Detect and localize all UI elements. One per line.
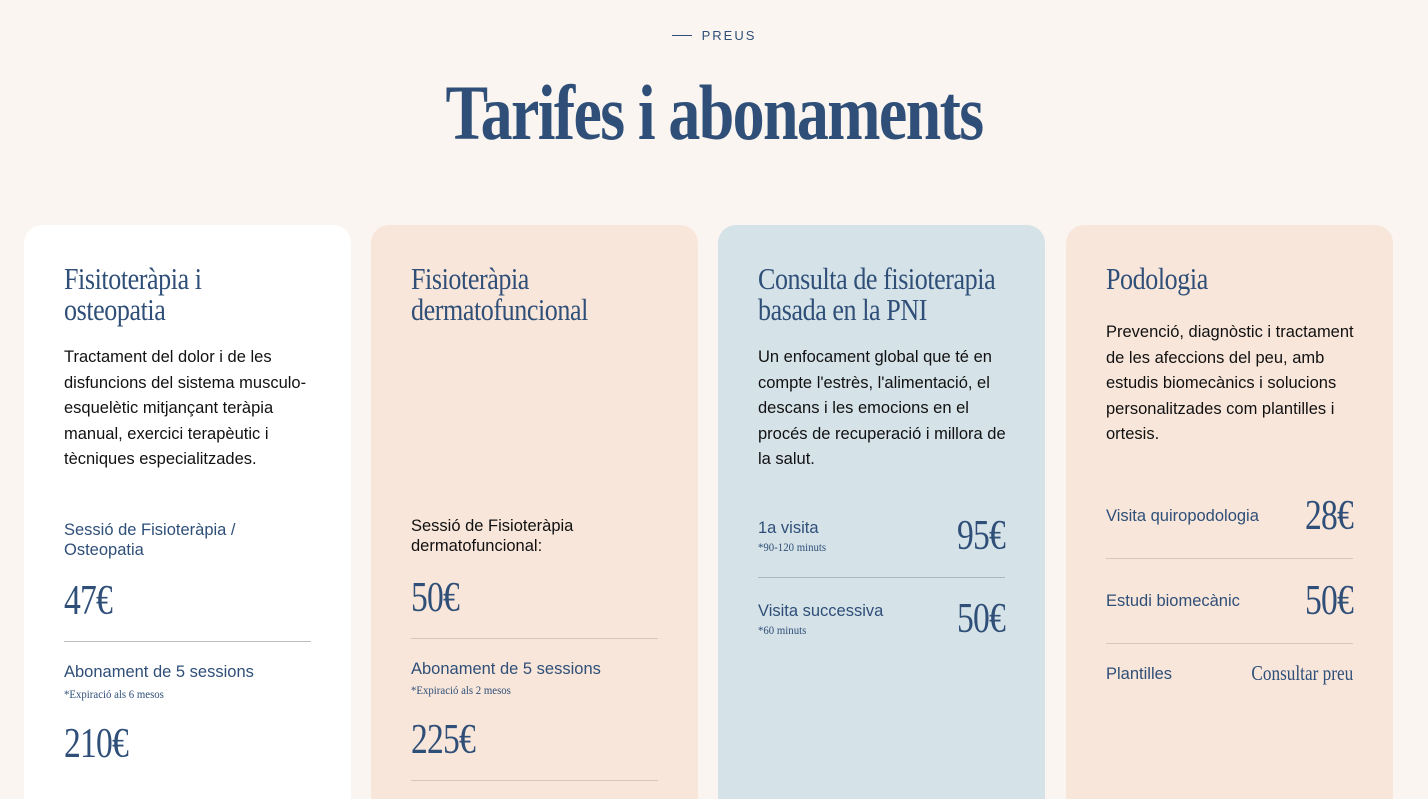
divider [758, 577, 1005, 578]
price-row [758, 515, 1005, 557]
service-price: Consultar preu [1251, 661, 1353, 685]
service-price: 50€ [957, 596, 1005, 642]
price-row [758, 598, 1005, 640]
card-title [411, 263, 663, 325]
divider [411, 780, 658, 781]
card-title [1106, 263, 1358, 294]
service-note: *Expiració als 6 mesos [64, 687, 164, 701]
pricing-card-podologia [1066, 225, 1393, 799]
service-label: Abonament de 5 sessions [411, 660, 601, 678]
pricing-card-dermatofuncional [371, 225, 698, 799]
card-title [758, 263, 1010, 325]
service-label: Sessió de Fisioteràpia dermatofuncional: [411, 517, 574, 555]
pricing-card-fisioterapia-osteopatia [24, 225, 351, 799]
card-description: Prevenció, diagnòstic i tractament de les afeccions del peu, amb estudis biomecànics i solucions personalitzades com plantilles i ortesis. [1106, 323, 1354, 443]
card-title-line: basada en la PNI [758, 292, 927, 327]
price-row [1106, 495, 1353, 537]
service-label: 1a visita [758, 518, 819, 537]
section-eyebrow [0, 28, 1428, 43]
card-title-line: Fisioteràpia [411, 261, 529, 296]
page-title: Tarifes i abonaments [445, 69, 983, 156]
service-label: Abonament de 5 sessions [64, 663, 254, 681]
card-title-line: osteopatia [64, 292, 166, 327]
service-price: 50€ [1305, 578, 1353, 624]
card-title-line: dermatofuncional [411, 292, 588, 327]
service-label: Plantilles [1106, 664, 1173, 683]
price-row [1106, 661, 1353, 686]
card-title-line: Podologia [1106, 261, 1208, 296]
divider [64, 641, 311, 642]
divider [1106, 643, 1353, 644]
service-note: *90-120 minuts [758, 539, 827, 554]
card-title-line: Fisitoteràpia i [64, 261, 202, 296]
service-price: 210€ [64, 721, 128, 767]
divider [1106, 558, 1353, 559]
service-price: 47€ [64, 578, 112, 624]
service-label: Visita successiva [758, 601, 884, 620]
service-note: *60 minuts [758, 622, 807, 637]
card-description: Un enfocament global que té en compte l'estrès, l'alimentació, el descans i les emocions en el procés de recuperació i millora de la salut. [758, 348, 1006, 468]
service-note: *Expiració als 2 mesos [411, 683, 511, 697]
service-price: 28€ [1305, 493, 1353, 539]
service-label: Sessió de Fisioteràpia / Osteopatia [64, 521, 236, 559]
card-title-line: Consulta de fisioterapia [758, 261, 996, 296]
eyebrow-line [672, 35, 692, 36]
service-price: 225€ [411, 717, 475, 763]
price-row [1106, 580, 1353, 622]
service-price: 95€ [957, 513, 1005, 559]
eyebrow-label: PREUS [701, 28, 757, 43]
service-price: 50€ [411, 575, 459, 621]
divider [411, 638, 658, 639]
service-label: Estudi biomecànic [1106, 592, 1240, 610]
card-description: Tractament del dolor i de les disfuncions del sistema musculo-esquelètic mitjançant teràpia manual, exercici terapèutic i tècniques especialitzades. [64, 348, 307, 468]
service-label: Visita quiropodologia [1106, 507, 1259, 525]
card-title [64, 263, 316, 325]
pricing-card-pni [718, 225, 1045, 799]
